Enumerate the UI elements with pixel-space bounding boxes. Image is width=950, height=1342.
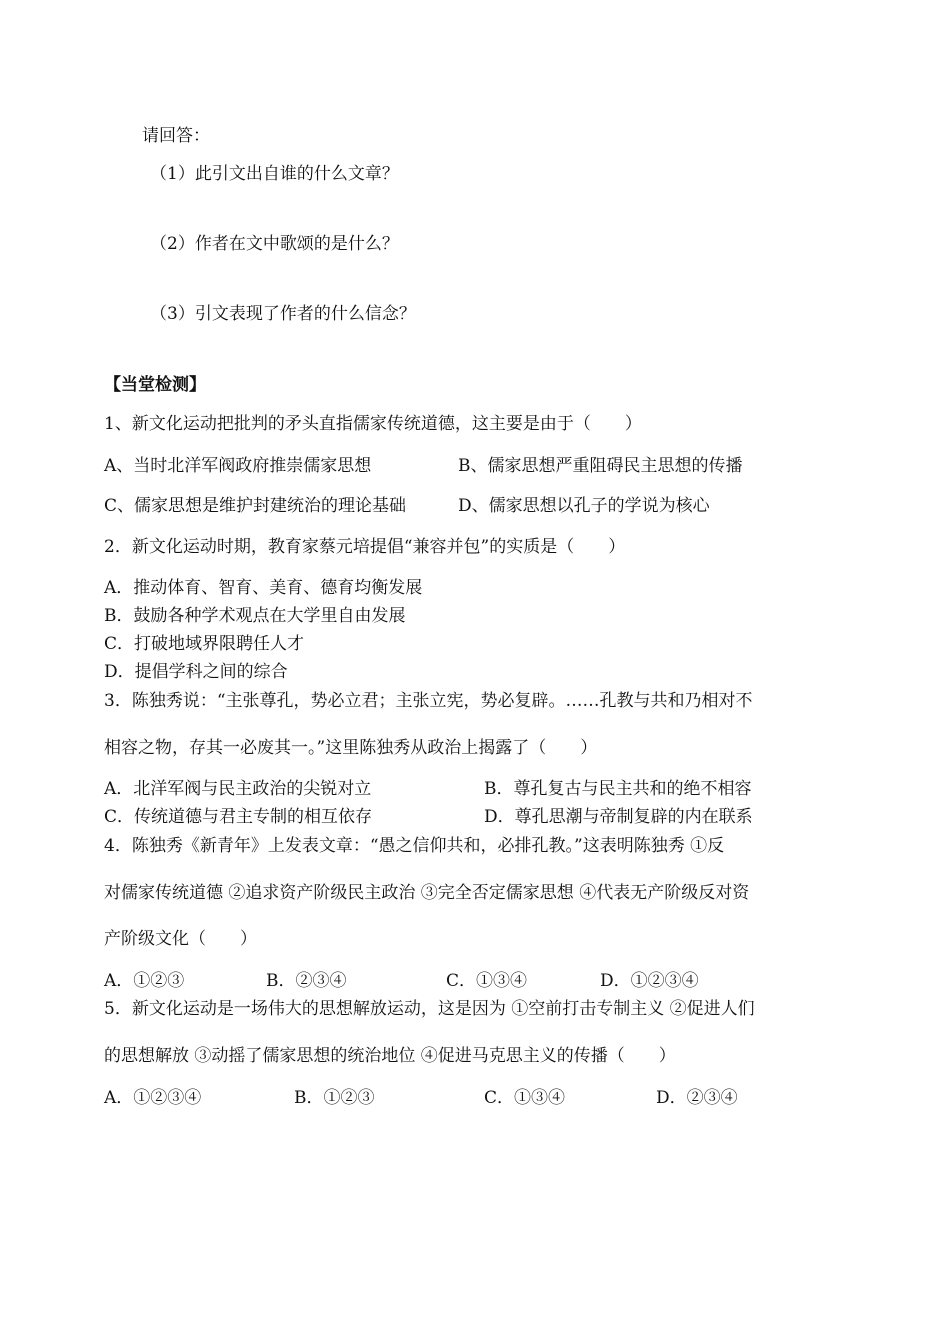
question-4-stem-line-1: 4．陈独秀《新青年》上发表文章：“愚之信仰共和，必排孔教。”这表明陈独秀 ①反 <box>104 836 725 856</box>
question-1-option-a: A、当时北洋军阀政府推崇儒家思想 <box>104 456 372 476</box>
question-4-stem-line-3: 产阶级文化（ ） <box>104 929 257 949</box>
question-1-option-c: C、儒家思想是维护封建统治的理论基础 <box>104 496 407 516</box>
question-1-stem: 1、新文化运动把批判的矛头直指儒家传统道德，这主要是由于（ ） <box>104 414 642 434</box>
question-3-option-d: D．尊孔思潮与帝制复辟的内在联系 <box>484 807 753 827</box>
question-4-option-d: D．①②③④ <box>600 971 699 991</box>
question-3-stem-line-2: 相容之物，存其一必废其一。”这里陈独秀从政治上揭露了（ ） <box>104 738 598 758</box>
question-2-option-a: A．推动体育、智育、美育、德育均衡发展 <box>104 578 423 598</box>
question-3-option-b: B．尊孔复古与民主共和的绝不相容 <box>484 779 752 799</box>
question-3-option-a: A．北洋军阀与民主政治的尖锐对立 <box>104 779 372 799</box>
question-4-option-c: C．①③④ <box>446 971 528 991</box>
question-5-option-d: D．②③④ <box>656 1088 738 1108</box>
question-2-option-b: B．鼓励各种学术观点在大学里自由发展 <box>104 606 406 626</box>
question-5-stem-line-2: 的思想解放 ③动摇了儒家思想的统治地位 ④促进马克思主义的传播（ ） <box>104 1046 676 1066</box>
question-5-option-b: B．①②③ <box>294 1088 375 1108</box>
question-5-option-a: A．①②③④ <box>104 1088 202 1108</box>
question-5-option-c: C．①③④ <box>484 1088 566 1108</box>
prompt-question-3: （3）引文表现了作者的什么信念？ <box>150 304 416 324</box>
question-4-option-b: B．②③④ <box>266 971 347 991</box>
question-2-stem: 2．新文化运动时期，教育家蔡元培提倡“兼容并包”的实质是（ ） <box>104 537 626 557</box>
question-4-option-a: A．①②③ <box>104 971 185 991</box>
prompt-question-2: （2）作者在文中歌颂的是什么？ <box>150 234 399 254</box>
question-2-option-c: C．打破地域界限聘任人才 <box>104 634 305 654</box>
question-3-stem-line-1: 3．陈独秀说：“主张尊孔，势必立君；主张立宪，势必复辟。……孔教与共和乃相对不 <box>104 691 753 711</box>
question-1-option-d: D、儒家思想以孔子的学说为核心 <box>458 496 710 516</box>
question-1-option-b: B、儒家思想严重阻碍民主思想的传播 <box>458 456 743 476</box>
question-2-option-d: D．提倡学科之间的综合 <box>104 662 288 682</box>
question-3-option-c: C．传统道德与君主专制的相互依存 <box>104 807 373 827</box>
prompt-intro: 请回答： <box>142 126 210 146</box>
prompt-question-1: （1）此引文出自谁的什么文章？ <box>150 164 399 184</box>
section-title: 【当堂检测】 <box>104 375 206 395</box>
question-4-stem-line-2: 对儒家传统道德 ②追求资产阶级民主政治 ③完全否定儒家思想 ④代表无产阶级反对资 <box>104 883 750 903</box>
question-5-stem-line-1: 5．新文化运动是一场伟大的思想解放运动，这是因为 ①空前打击专制主义 ②促进人们 <box>104 999 755 1019</box>
